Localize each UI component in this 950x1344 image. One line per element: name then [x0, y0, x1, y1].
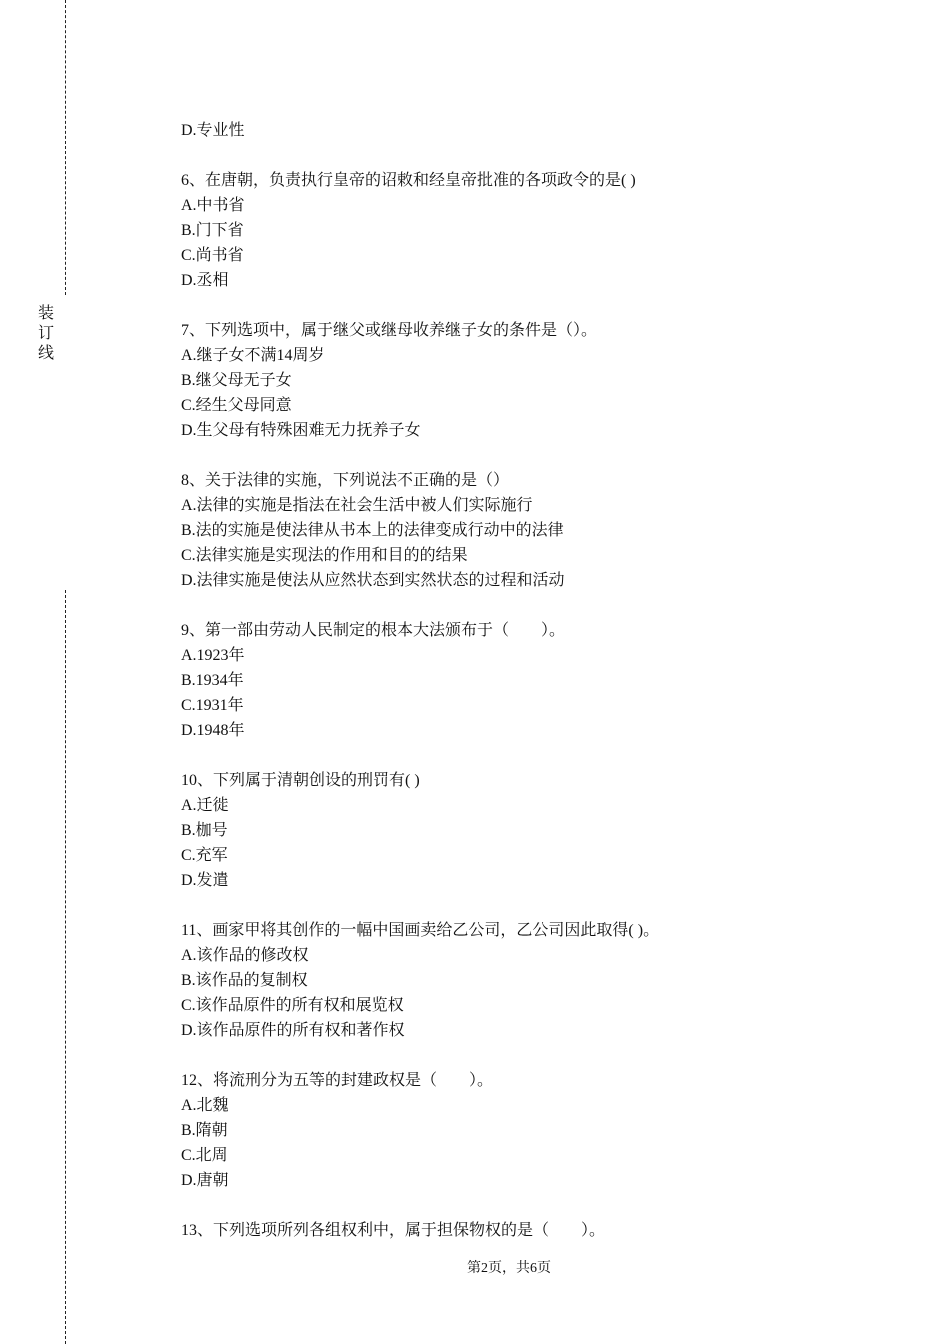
binding-char: 装 — [37, 305, 54, 322]
option-line: B.1934年 — [181, 672, 244, 689]
binding-char: 线 — [37, 345, 54, 362]
question-stem: 7、下列选项中，属于继父或继母收养继子女的条件是（）。 — [181, 322, 598, 339]
question-stem: 9、第一部由劳动人民制定的根本大法颁布于（ ）。 — [181, 622, 566, 639]
option-line: A.该作品的修改权 — [181, 947, 309, 964]
option-line: D.法律实施是使法从应然状态到实然状态的过程和活动 — [181, 572, 565, 589]
option-line: A.中书省 — [181, 197, 245, 214]
question-stem: 8、关于法律的实施，下列说法不正确的是（） — [181, 472, 510, 489]
option-line: C.法律实施是实现法的作用和目的的结果 — [181, 547, 468, 564]
question-block — [181, 618, 881, 743]
option-line: B.法的实施是使法律从书本上的法律变成行动中的法律 — [181, 522, 564, 539]
option-line: C.1931年 — [181, 697, 244, 714]
option-line: C.经生父母同意 — [181, 397, 292, 414]
option-line: B.该作品的复制权 — [181, 972, 308, 989]
question-block — [181, 1218, 881, 1243]
option-line: D.生父母有特殊困难无力抚养子女 — [181, 422, 421, 439]
binding-line-bottom — [65, 590, 66, 1344]
option-line: D.唐朝 — [181, 1172, 229, 1189]
page-footer: 第2页，共6页 — [467, 1261, 551, 1276]
option-line: D.丞相 — [181, 272, 229, 289]
option-line: D.该作品原件的所有权和著作权 — [181, 1022, 405, 1039]
option-line: D.发遣 — [181, 872, 229, 889]
option-line: B.继父母无子女 — [181, 372, 292, 389]
option-line: B.隋朝 — [181, 1122, 228, 1139]
option-line: C.尚书省 — [181, 247, 244, 264]
option-line: C.北周 — [181, 1147, 228, 1164]
exam-content — [181, 118, 881, 1243]
question-block — [181, 1068, 881, 1193]
question-list — [181, 168, 881, 1243]
binding-char: 订 — [37, 325, 54, 342]
question-stem: 6、在唐朝，负责执行皇帝的诏敕和经皇帝批准的各项政令的是( ) — [181, 172, 636, 189]
option-line: A.1923年 — [181, 647, 245, 664]
option-line: B.枷号 — [181, 822, 228, 839]
option-line: A.迁徙 — [181, 797, 229, 814]
question-stem: 12、将流刑分为五等的封建政权是（ ）。 — [181, 1072, 494, 1089]
question-block — [181, 768, 881, 893]
binding-label — [36, 304, 56, 364]
option-line: D.1948年 — [181, 722, 245, 739]
question-block — [181, 318, 881, 443]
binding-line-top — [65, 0, 66, 295]
question-stem: 11、画家甲将其创作的一幅中国画卖给乙公司，乙公司因此取得( )。 — [181, 922, 660, 939]
option-line: D.专业性 — [181, 122, 245, 139]
question-block — [181, 918, 881, 1043]
question-block — [181, 468, 881, 593]
question-block — [181, 168, 881, 293]
option-line: A.北魏 — [181, 1097, 229, 1114]
option-line: A.继子女不满14周岁 — [181, 347, 325, 364]
option-line: B.门下省 — [181, 222, 244, 239]
option-line: C.充军 — [181, 847, 228, 864]
question-stem: 10、下列属于清朝创设的刑罚有( ) — [181, 772, 420, 789]
option-line: C.该作品原件的所有权和展览权 — [181, 997, 404, 1014]
option-line: A.法律的实施是指法在社会生活中被人们实际施行 — [181, 497, 533, 514]
question-stem: 13、下列选项所列各组权利中，属于担保物权的是（ ）。 — [181, 1222, 606, 1239]
